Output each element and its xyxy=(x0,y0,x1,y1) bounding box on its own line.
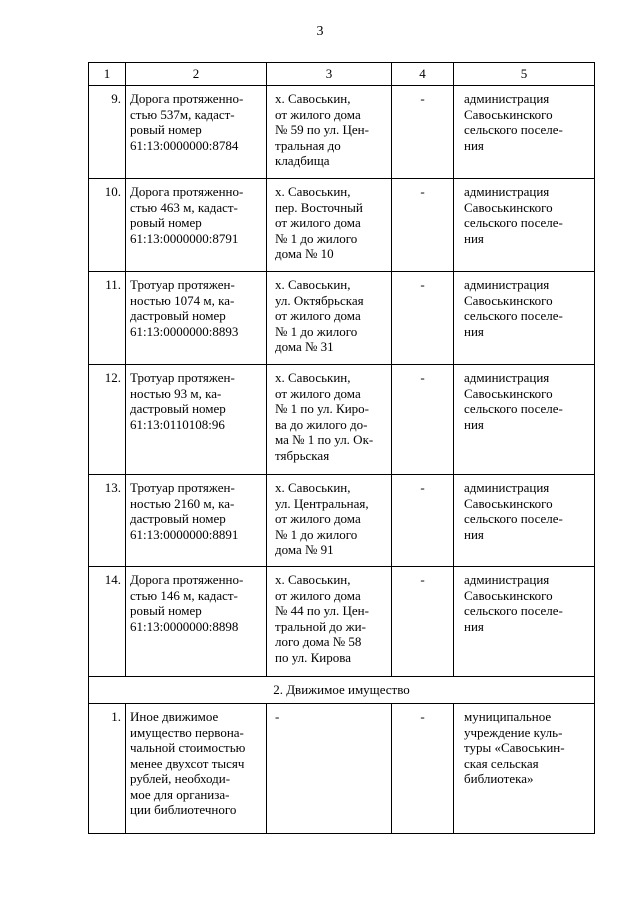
holder-cell-line: сельского поселе- xyxy=(464,215,563,230)
object-name-cell-line: менее двухсот тысяч xyxy=(130,755,245,771)
header-cell-1: 1 xyxy=(89,63,126,86)
object-name-cell-line: ностью 1074 м, ка- xyxy=(130,292,235,308)
holder-cell-line: Савоськинского xyxy=(464,106,553,122)
header-cell-3: 3 xyxy=(267,63,392,86)
row-number: 1. xyxy=(89,704,126,834)
row-number: 14. xyxy=(89,567,126,677)
object-name-cell xyxy=(126,272,267,365)
location-cell-line: от жилого дома xyxy=(275,215,361,230)
header-cell-5: 5 xyxy=(454,63,595,86)
holder-cell-line: Савоськинского xyxy=(464,385,553,401)
location-cell xyxy=(267,704,392,834)
section-row xyxy=(89,677,595,704)
holder-cell-line: сельского поселе- xyxy=(464,401,563,416)
location-cell-line: дома № 91 xyxy=(275,542,334,557)
object-name-cell-line: ции библиотечного xyxy=(130,802,237,817)
object-name-cell-line: дастровый номер xyxy=(130,401,226,416)
row-number: 9. xyxy=(89,86,126,179)
row-number: 12. xyxy=(89,365,126,475)
location-cell-line: от жилого дома xyxy=(275,308,361,323)
holder-cell-line: сельского поселе- xyxy=(464,308,563,323)
object-name-cell-line: 61:13:0000000:8893 xyxy=(130,323,239,339)
object-name-cell-line: ностью 2160 м, ка- xyxy=(130,495,235,511)
holder-cell-line: администрация xyxy=(464,480,550,495)
object-name-cell-line: чальной стоимостью xyxy=(130,740,246,755)
holder-cell-line: администрация xyxy=(464,572,550,587)
row-number: 13. xyxy=(89,475,126,567)
holder-cell-line: библиотека» xyxy=(464,771,534,786)
object-name-cell-line: мое для организа- xyxy=(130,786,230,802)
location-cell-line: дома № 10 xyxy=(275,246,334,261)
holder-cell-line: муниципальное xyxy=(464,709,552,724)
location-cell-line: № 44 по ул. Цен- xyxy=(275,603,369,618)
location-cell xyxy=(267,365,392,475)
location-cell-line: ма № 1 по ул. Ок- xyxy=(275,432,374,447)
location-cell-line: ва до жилого до- xyxy=(275,416,368,432)
object-name-cell xyxy=(126,567,267,677)
location-cell-line: х. Савоськин, xyxy=(275,277,351,292)
holder-cell-line: ния xyxy=(464,323,484,339)
location-cell xyxy=(267,86,392,179)
object-name-cell-line: ровый номер xyxy=(130,603,202,618)
location-cell xyxy=(267,179,392,272)
holder-cell-line: администрация xyxy=(464,277,550,292)
object-name-cell-line: имущество первона- xyxy=(130,724,244,740)
location-cell-line: пер. Восточный xyxy=(275,199,363,215)
location-cell-line: дома № 31 xyxy=(275,339,334,354)
holder-cell xyxy=(454,475,595,567)
holder-cell-line: туры «Савоськин- xyxy=(464,740,565,755)
row-number: 11. xyxy=(89,272,126,365)
holder-cell xyxy=(454,704,595,834)
object-name-cell-line: Дорога протяженно- xyxy=(130,91,244,106)
location-cell-line: № 1 до жилого xyxy=(275,526,358,542)
location-cell-line: от жилого дома xyxy=(275,511,361,526)
location-cell-line: от жилого дома xyxy=(275,385,361,401)
location-cell-line: х. Савоськин, xyxy=(275,572,351,587)
table-row xyxy=(89,567,595,677)
column-4-cell: - xyxy=(392,272,454,365)
object-name-cell-line: Дорога протяженно- xyxy=(130,572,244,587)
location-cell-line: тральной до жи- xyxy=(275,618,366,634)
column-4-cell: - xyxy=(392,365,454,475)
holder-cell-line: Савоськинского xyxy=(464,495,553,511)
location-cell-line: ул. Центральная, xyxy=(275,495,369,511)
object-name-cell-line: Тротуар протяжен- xyxy=(130,480,235,495)
object-name-cell-line: дастровый номер xyxy=(130,511,226,526)
holder-cell xyxy=(454,86,595,179)
location-cell-line: х. Савоськин, xyxy=(275,91,351,106)
object-name-cell-line: дастровый номер xyxy=(130,308,226,323)
location-cell xyxy=(267,567,392,677)
holder-cell-line: сельского поселе- xyxy=(464,511,563,526)
location-cell-line: х. Савоськин, xyxy=(275,370,351,385)
section-title: 2. Движимое имущество xyxy=(89,677,595,704)
location-cell-line: тябрьская xyxy=(275,447,330,463)
location-cell xyxy=(267,475,392,567)
holder-cell xyxy=(454,567,595,677)
location-cell-line: х. Савоськин, xyxy=(275,480,351,495)
header-cell-4: 4 xyxy=(392,63,454,86)
location-cell xyxy=(267,272,392,365)
object-name-cell-line: рублей, необходи- xyxy=(130,771,231,786)
location-cell-line: тральная до xyxy=(275,137,341,153)
object-name-cell-line: стью 146 м, кадаст- xyxy=(130,587,238,603)
holder-cell-line: Савоськинского xyxy=(464,587,553,603)
object-name-cell-line: 61:13:0000000:8784 xyxy=(130,137,239,153)
table-row xyxy=(89,272,595,365)
property-table xyxy=(88,62,595,834)
holder-cell xyxy=(454,365,595,475)
object-name-cell-line: ровый номер xyxy=(130,215,202,230)
object-name-cell-line: ностью 93 м, ка- xyxy=(130,385,222,401)
holder-cell-line: ния xyxy=(464,526,484,542)
location-cell-line: х. Савоськин, xyxy=(275,184,351,199)
location-cell-line: по ул. Кирова xyxy=(275,649,351,665)
location-cell-line: лого дома № 58 xyxy=(275,634,362,649)
header-cell-2: 2 xyxy=(126,63,267,86)
location-cell-line: кладбища xyxy=(275,153,330,168)
page-number: 3 xyxy=(316,24,324,39)
object-name-cell xyxy=(126,704,267,834)
column-4-cell: - xyxy=(392,179,454,272)
location-cell-line: от жилого дома xyxy=(275,106,361,122)
column-4-cell: - xyxy=(392,567,454,677)
row-number: 10. xyxy=(89,179,126,272)
column-4-cell: - xyxy=(392,86,454,179)
location-cell-line: от жилого дома xyxy=(275,587,361,603)
holder-cell-line: администрация xyxy=(464,91,550,106)
table-row xyxy=(89,179,595,272)
holder-cell xyxy=(454,179,595,272)
holder-cell-line: ния xyxy=(464,416,484,432)
object-name-cell-line: 61:13:0000000:8791 xyxy=(130,230,239,246)
holder-cell-line: Савоськинского xyxy=(464,199,553,215)
object-name-cell-line: стью 463 м, кадаст- xyxy=(130,199,238,215)
holder-cell-line: ния xyxy=(464,618,484,634)
object-name-cell-line: стью 537м, кадаст- xyxy=(130,106,235,122)
object-name-cell-line: Тротуар протяжен- xyxy=(130,277,235,292)
location-cell-line: ул. Октябрьская xyxy=(275,292,364,308)
location-cell-line: № 59 по ул. Цен- xyxy=(275,122,369,137)
holder-cell-line: ния xyxy=(464,137,484,153)
holder-cell-line: администрация xyxy=(464,370,550,385)
holder-cell-line: ская сельская xyxy=(464,755,539,771)
object-name-cell xyxy=(126,365,267,475)
object-name-cell xyxy=(126,475,267,567)
location-cell-line: - xyxy=(275,709,280,724)
object-name-cell-line: 61:13:0110108:96 xyxy=(130,416,225,432)
holder-cell-line: администрация xyxy=(464,184,550,199)
object-name-cell-line: 61:13:0000000:8898 xyxy=(130,618,239,634)
object-name-cell xyxy=(126,179,267,272)
location-cell-line: № 1 по ул. Киро- xyxy=(275,401,369,416)
holder-cell-line: сельского поселе- xyxy=(464,603,563,618)
object-name-cell-line: ровый номер xyxy=(130,122,202,137)
table-row xyxy=(89,86,595,179)
holder-cell-line: сельского поселе- xyxy=(464,122,563,137)
object-name-cell xyxy=(126,86,267,179)
column-4-cell: - xyxy=(392,704,454,834)
object-name-cell-line: Тротуар протяжен- xyxy=(130,370,235,385)
property-table-body xyxy=(89,63,595,834)
object-name-cell-line: Иное движимое xyxy=(130,709,219,724)
table-header-row xyxy=(89,63,595,86)
object-name-cell-line: 61:13:0000000:8891 xyxy=(130,526,239,542)
table-row xyxy=(89,704,595,834)
table-row xyxy=(89,475,595,567)
object-name-cell-line: Дорога протяженно- xyxy=(130,184,244,199)
column-4-cell: - xyxy=(392,475,454,567)
location-cell-line: № 1 до жилого xyxy=(275,323,358,339)
holder-cell-line: ния xyxy=(464,230,484,246)
location-cell-line: № 1 до жилого xyxy=(275,230,358,246)
table-row xyxy=(89,365,595,475)
holder-cell xyxy=(454,272,595,365)
holder-cell-line: Савоськинского xyxy=(464,292,553,308)
holder-cell-line: учреждение куль- xyxy=(464,724,563,740)
